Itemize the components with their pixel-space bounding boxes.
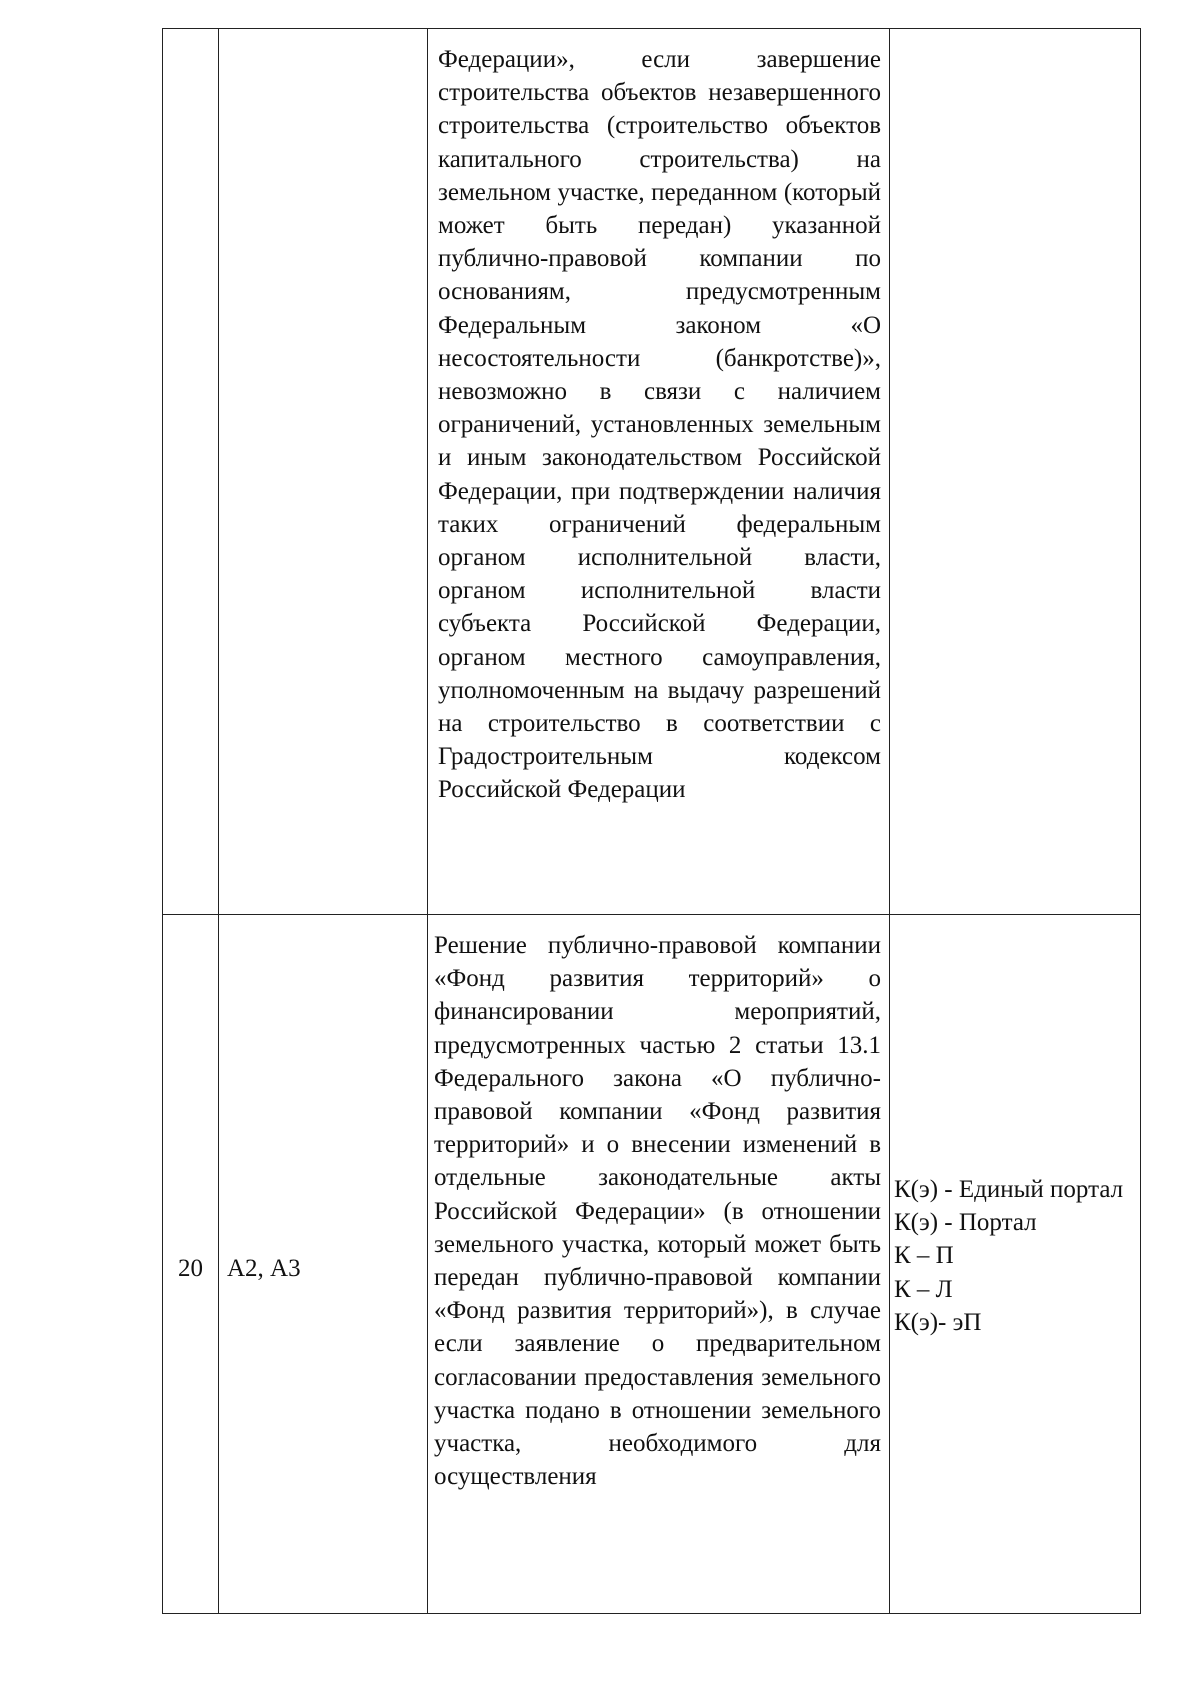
submission-way-item: К(э)- эП <box>894 1308 982 1336</box>
row-description-cell <box>428 29 890 915</box>
row-number <box>163 29 218 39</box>
row-codes: А2, А3 <box>227 1255 301 1283</box>
submission-ways-list <box>890 1173 1140 1339</box>
document-table <box>162 28 1141 1614</box>
row-codes-cell <box>219 915 428 1614</box>
submission-way-item: К(э) - Портал <box>894 1209 1037 1237</box>
row-description: Федерации», если завершение строительства объектов незавершенного строительства (строительство объектов капитального строительства) на земельном участке, переданном (который может быть передан) указанной публично-правовой компании по основаниям, предусмотренным Федеральным законом «О несостоятельности (банкротстве)», невозможно в связи с наличием ограничений, установленных земельным и иным законодательством Российской Федерации, при подтверждении наличия таких ограничений федеральным органом исполнительной власти, органом исполнительной власти субъекта Российской Федерации, органом местного самоуправления, уполномоченным на выдачу разрешений на строительство в соответствии с Градостроительным кодексом Российской Федерации <box>438 46 881 804</box>
row-description: Решение публично-правовой компании «Фонд развития территорий» о финансировании мероприятий, предусмотренных частью 2 статьи 13.1 Федерального закона «О публично-правовой компании «Фонд развития территорий» и о внесении изменений в отдельные законодательные акты Российской Федерации» (в отношении земельного участка, который может быть передан публично-правовой компании «Фонд развития территорий»), в случае если заявление о предварительном согласовании предоставления земельного участка подано в отношении земельного участка, необходимого для осуществления <box>434 932 881 1491</box>
table-row <box>163 915 1141 1614</box>
row-description-cell <box>428 915 890 1614</box>
row-number: 20 <box>178 1255 203 1283</box>
row-number-cell <box>163 29 219 915</box>
row-ways-cell <box>890 29 1141 915</box>
row-codes-cell <box>219 29 428 915</box>
table-row <box>163 29 1141 915</box>
submission-way-item: К – Л <box>894 1275 953 1303</box>
row-ways-cell <box>890 915 1141 1614</box>
row-number-cell <box>163 915 219 1614</box>
submission-way-item: К – П <box>894 1242 954 1270</box>
submission-way-item: К(э) - Единый портал <box>894 1175 1124 1203</box>
row-codes <box>219 29 427 39</box>
